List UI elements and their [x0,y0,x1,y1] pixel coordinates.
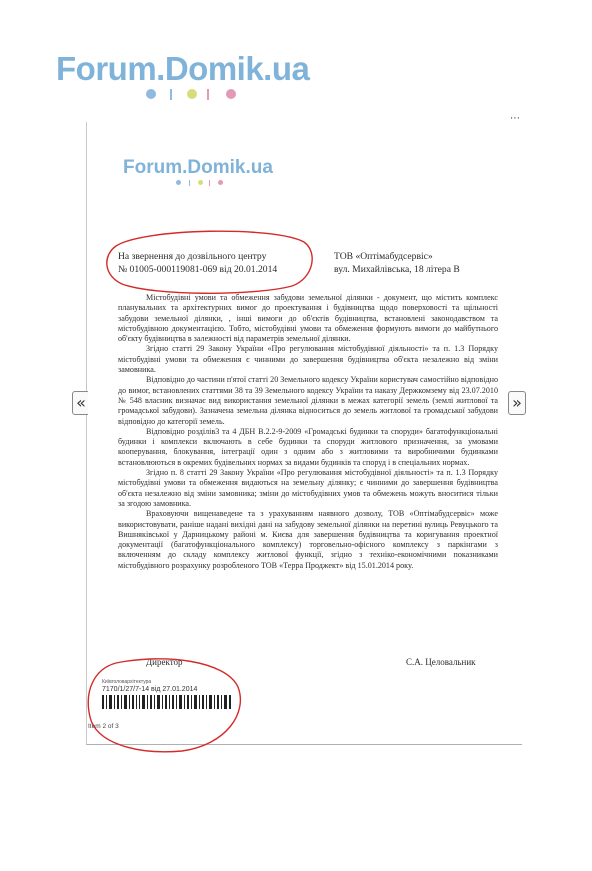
site-logo: Forum.Domik.ua [56,50,310,87]
paragraph: Відповідно до частини п'ятої статті 20 Земельного кодексу України користувач самостійно відповідно до вимог, встановлених статтями 38 та 39 Земельного кодексу України та наказу Держкомзему від 23.07.2010 № 548 власник визначає вид використання земельної ділянки в межах категорії земель (землі житлової та громадської забудови). Зазначена земельна ділянка відноситься до земель житлової та громадської забудови відповідно до категорії земель. [118,375,498,426]
addressee-company: ТОВ «Оптімабудсервіс» [334,251,433,262]
signatory-title: Директор [146,657,183,667]
stamp-number: 7170/1/27/7-14 від 27.01.2014 [102,686,198,693]
blue-dot [176,180,181,185]
divider-bar [170,89,172,100]
pink-dot [226,89,236,99]
paragraph: Згідно п. 8 статті 29 Закону України «Про регулювання містобудівної діяльності» та п. 1.3 Порядку містобудівні умови та обмеження видаються на земельну ділянку; є чинними до завершення будівництва об'єкта незалежно від зміни замовника; зміни до містобудівних умов та обмежень можуть вноситися тільки за згодою замовника. [118,468,498,508]
divider-bar [209,180,210,186]
scanned-letter-page [88,125,508,737]
viewer-options-icon[interactable]: ⋯ [510,113,520,124]
registration-line-2: № 01005-000119081-069 від 20.01.2014 [118,264,278,275]
blue-dot [146,89,156,99]
letter-body [118,293,498,571]
divider-bar [207,89,209,100]
pink-dot [218,180,223,185]
addressee-address: вул. Михайлівська, 18 літера В [334,264,460,275]
registration-line-1: На звернення до дозвільного центру [118,251,267,262]
watermark-dots [176,180,236,188]
item-counter: Item 2 of 3 [88,723,119,730]
watermark-logo: Forum.Domik.ua [123,157,273,178]
registry-stamp [102,679,252,714]
logo-dots-decoration [146,89,246,101]
paragraph: Згідно статті 29 Закону України «Про регулювання містобудівної діяльності» та п. 1.3 Порядку містобудівні умови та обмеження є чинними до завершення будівництва об'єкта незалежно від зміни замовника. [118,344,498,375]
signatory-name: С.А. Целовальник [406,657,476,667]
registration-block [118,250,277,276]
previous-page-icon[interactable]: « [72,391,90,415]
next-page-icon[interactable]: » [508,391,526,415]
paragraph: Відповідно розділів3 та 4 ДБН В.2.2-9-2009 «Громадські будинки та споруди» багатофункціональні будинки і комплекси включають в себе будинки та споруди житлового призначення, за умовами кооперування, блокування, інтеграції один з одним або з житловими та виробничими будинками встановлюються в окремих будівельних нормах за видами будинків та споруд і в спеціальних нормах. [118,426,498,467]
divider-bar [189,180,190,186]
paragraph: Враховуючи вищенаведене та з урахуванням наявного дозволу, ТОВ «Оптімабудсервіс» може використовувати, раніше надані вихідні дані на забудову земельної ділянки на перетині вулиць Ревуцького та Вишняківської у Дарницькому районі м. Києва для завершення будівництва та коригування проектної документації (багатофункціонального комплексу) торговельно-офісного комплексу з паркінгами з включенням до складу комплексу житлової функції, згідно з техніко-економічними показниками містобудівного розрахунку розробленого ТОВ «Терра Проджект» від 15.01.2014 року. [118,509,498,570]
barcode-image [102,695,232,709]
yellow-dot [187,89,197,99]
stamp-header: Київголовархітектура [102,679,152,685]
paragraph: Містобудівні умови та обмеження забудови земельної ділянки - документ, що містить комплекс планувальних та архітектурних вимог до проектування і будівництва щодо поверховості та щільності забудови земельної ділянки, , інші вимоги до об'єктів будівництва, встановлені законодавством та містобудівною документацією. Тобто, містобудівні умови та обмеження формують вимоги до майбутнього об'єкту будівництва в залежності від параметрів земельної ділянки. [118,293,498,344]
addressee-block [334,250,460,276]
yellow-dot [198,180,203,185]
